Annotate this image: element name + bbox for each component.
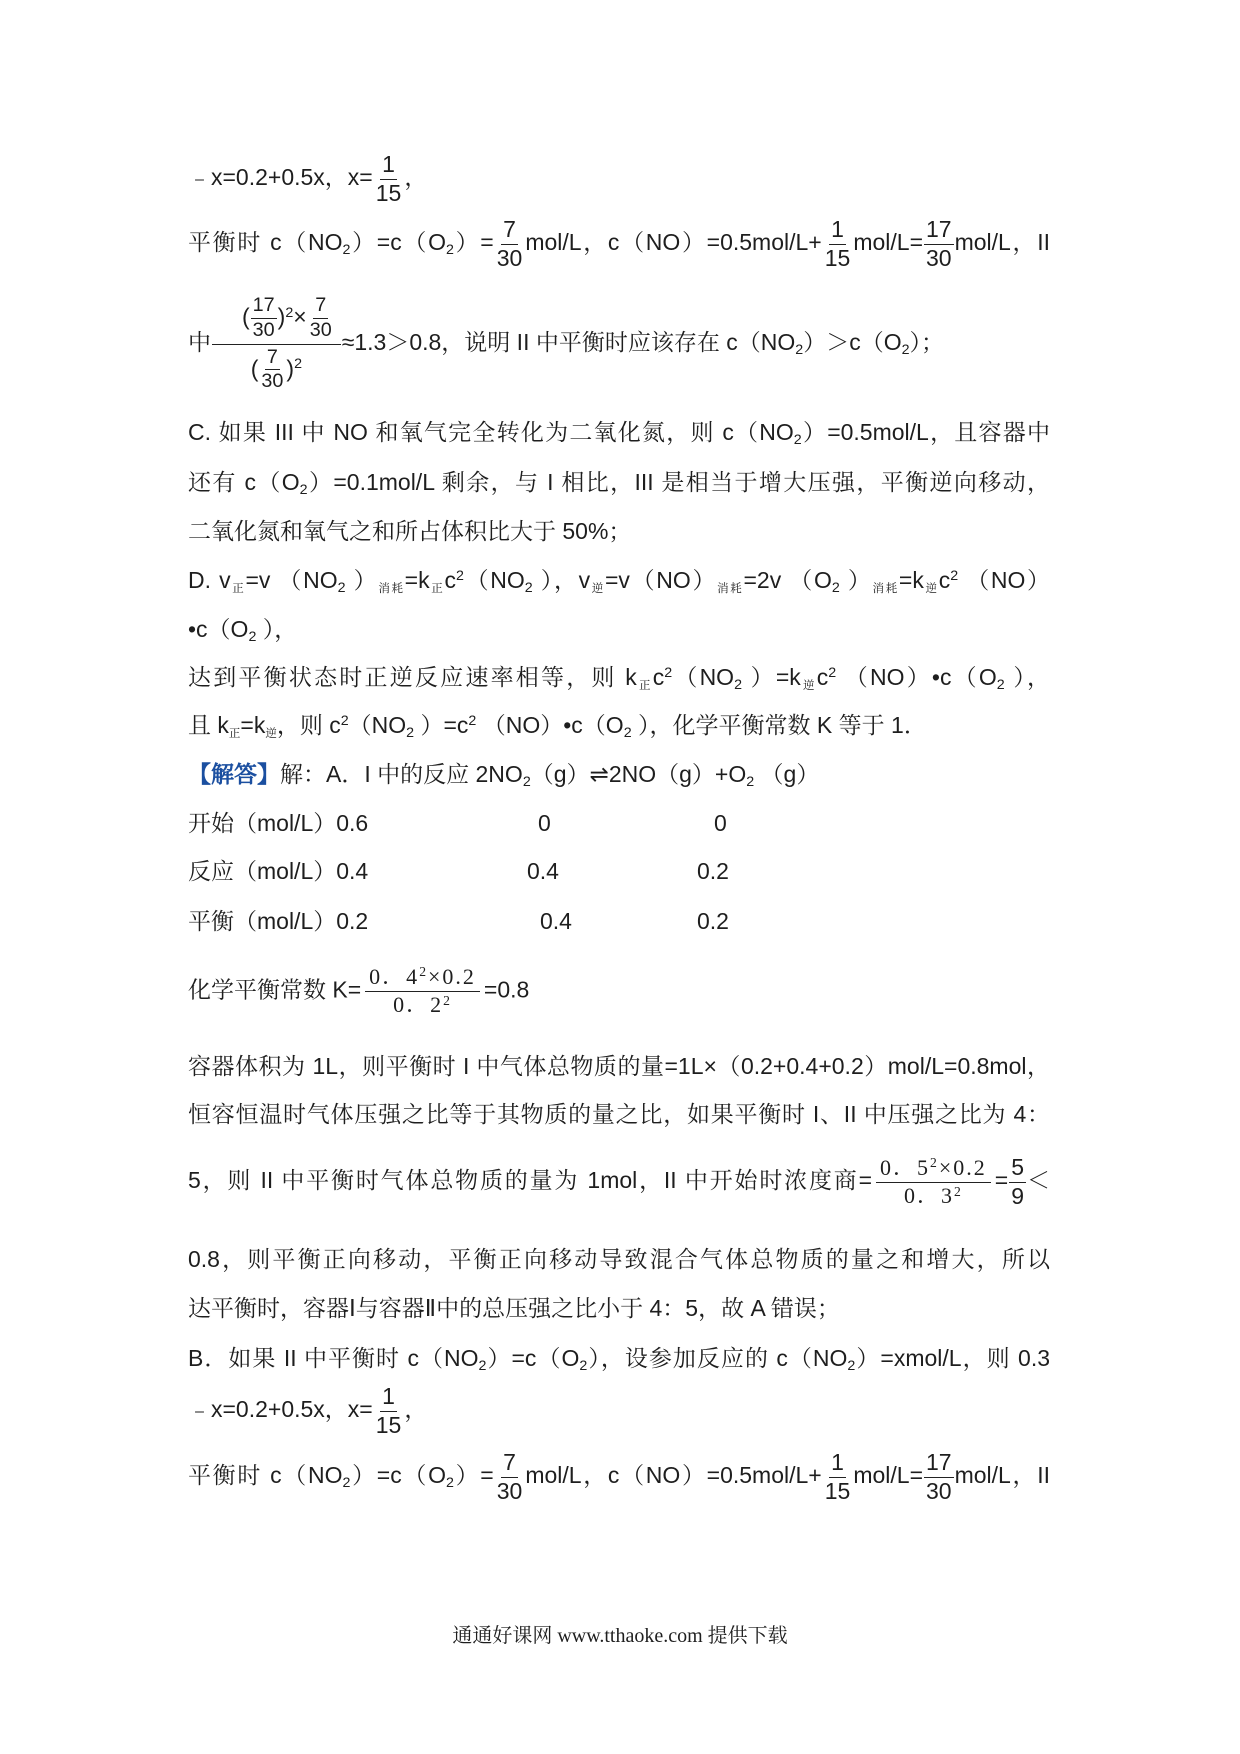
subscript: 2 [522,774,531,791]
superscript: 2 [950,568,959,585]
text-run: 0．3 [903,1183,954,1208]
text-run: •c（O [188,616,249,643]
fraction-denominator: 30 [496,1477,523,1504]
text-run: ），化学平衡常数 K 等于 1． [631,712,927,739]
text-run: × [293,303,307,330]
fraction-denominator: 30 [496,244,523,271]
text-run: （NO [348,712,407,739]
superscript: 2 [664,665,673,682]
text-run: 还有 c（O [188,469,300,496]
subscript: 2 [831,580,840,597]
fraction-denominator: 30 [252,318,275,341]
fraction-denominator: 15 [824,244,851,271]
text-run: ）= [453,1462,494,1489]
table-cell: 0.2 [697,908,729,935]
fraction [495,217,525,271]
text-run: =0.8 [483,976,530,1003]
answer-label: 【解答】 [188,761,280,788]
subscript: 2 [337,580,346,597]
fraction-numerator: 5 [1009,1155,1026,1182]
text-run: C. 如果 III 中 NO 和氧气完全转化为二氧化氮，则 c（NO [188,419,794,446]
superscript: 2 [455,568,464,585]
superscript: 2 [419,964,428,980]
text-run: mol/L，c（NO）=0.5mol/L+ [525,1462,822,1489]
fraction [251,295,277,342]
fraction-numerator: 1 [380,152,397,179]
fraction-denominator: 15 [375,179,402,206]
superscript: 2 [468,713,477,730]
text-run: =k [404,567,430,594]
text-run: =v （NO [245,567,338,594]
text-run: 容器体积为 1L，则平衡时 I 中气体总物质的量=1L×（0.2+0.4+0.2）mol/L=0.8mol， [188,1053,1050,1080]
text-run: c [652,664,665,691]
subscript: 逆 [800,680,817,693]
page-footer: 通通好课网 www.tthaoke.com 提供下载 [452,1625,788,1647]
text-line [188,1417,1050,1537]
subscript: 2 [478,1358,487,1375]
subscript: 2 [524,580,533,597]
text-run: =2v （O [743,567,832,594]
text-run: mol/L= [853,1462,924,1489]
text-run: mol/L= [853,229,924,256]
fraction [495,1450,525,1504]
subscript: 2 [996,677,1005,694]
text-run: ﹣x=0.2+0.5x，x= [188,164,373,191]
table-cell: 0.4 [527,858,559,885]
fraction-denominator: 15 [824,1477,851,1504]
text-run: ﹣x=0.2+0.5x，x= [188,1396,373,1423]
superscript: 2 [930,1155,939,1171]
subscript: 2 [248,629,257,646]
fraction-denominator: 30 [261,370,284,393]
text-run: ） [345,567,379,594]
subscript: 2 [901,342,910,359]
text-run: （NO）•c（O [836,664,997,691]
fraction-denominator: 30 [926,244,952,271]
text-run: ≈1.3＞0.8，说明 II 中平衡时应该存在 c（NO [341,329,796,356]
fraction-numerator [365,965,480,992]
fraction [924,1450,954,1504]
text-run: ）=k [742,664,801,691]
table-cell: 0 [538,810,551,837]
text-run: 且 k [188,712,229,739]
text-run: （NO [672,664,735,691]
text-run: （NO [463,567,525,594]
text-run: =k [240,712,266,739]
fraction-numerator: 1 [829,217,846,244]
subscript: 消耗 [872,583,899,596]
text-run: c [938,567,951,594]
text-run: ， [404,1396,428,1423]
text-run: 平衡（mol/L）0.2 [188,908,369,935]
fraction [924,217,954,271]
text-run: 0．4 [369,963,420,989]
text-run: ）=c（O [486,1345,580,1372]
text-run: ＜ [1027,1167,1050,1194]
subscript: 逆 [265,728,277,741]
text-run: 0．2 [393,992,444,1017]
subscript: 2 [579,1358,588,1375]
subscript: 2 [406,725,415,742]
text-run: （NO）•c（O [476,712,624,739]
text-run: 中 [188,329,211,356]
text-run: 反应（mol/L）0.4 [188,858,369,885]
fraction-denominator: 30 [309,318,332,341]
subscript: 2 [445,1475,454,1492]
text-run: 5，则 II 中平衡时气体总物质的量为 1mol，II 中开始时浓度商= [188,1167,873,1194]
fraction-numerator: 7 [501,217,518,244]
text-run: B．如果 II 中平衡时 c（NO [188,1345,479,1372]
text-run: （g）⇌2NO（g）+O [530,761,747,788]
fraction-numerator: 17 [251,295,277,319]
text-run: 恒容恒温时气体压强之比等于其物质的量之比，如果平衡时 I、II 中压强之比为 4： [188,1101,1050,1128]
text-run: 开始（mol/L）0.6 [188,810,369,837]
text-run: ）； [909,329,945,356]
text-run: ， [404,164,428,191]
fraction-numerator: 1 [829,1450,846,1477]
text-run: =k [898,567,924,594]
text-run: 达平衡时，容器Ⅰ与容器Ⅱ中的总压强之比小于 4：5，故 A 错误； [188,1295,840,1322]
text-run: 化学平衡常数 K= [188,976,362,1003]
text-run: ) [286,354,295,381]
subscript: 2 [793,432,802,449]
text-run: ( [250,354,259,381]
text-line-content [188,217,1050,271]
superscript: 2 [828,665,837,682]
fraction [308,295,334,342]
text-run: 解：A．I 中的反应 2NO [280,761,523,788]
text-run: ）=0.5mol/L，且容器中 [801,419,1050,446]
text-run: c [816,664,829,691]
text-run: ) [277,303,286,330]
fraction-numerator: 1 [380,1384,397,1411]
fraction-numerator [876,1156,991,1183]
fraction-numerator: 7 [501,1450,518,1477]
superscript: 2 [953,1183,963,1199]
table-cell: 0.4 [540,908,572,935]
superscript: 2 [340,713,349,730]
fraction-denominator: 15 [375,1411,402,1438]
superscript: 2 [285,304,294,321]
text-run: ）= [453,229,494,256]
fraction-denominator: 9 [1011,1182,1024,1209]
text-run: （g） [754,761,820,788]
subscript: 2 [445,242,454,259]
text-run: mol/L，II [954,1462,1050,1489]
fraction-numerator: 17 [924,1450,954,1477]
text-run: ）＞c（O [803,329,902,356]
fraction-numerator: 7 [265,347,280,371]
text-run: 0.8，则平衡正向移动，平衡正向移动导致混合气体总物质的量之和增大，所以 [188,1246,1050,1273]
subscript: 2 [342,242,351,259]
text-run: ），设参加反应的 c（NO [587,1345,848,1372]
subscript: 2 [299,482,308,499]
subscript: 正 [230,583,246,596]
text-line-content [188,1450,1050,1504]
fraction-numerator: 17 [924,217,954,244]
subscript: 正 [636,680,653,693]
text-run: mol/L，II [954,229,1050,256]
superscript: 2 [294,356,302,372]
text-run: ）=c（O [350,1462,446,1489]
subscript: 正 [429,583,445,596]
fraction-denominator: 30 [926,1477,952,1504]
subscript: 2 [847,1358,856,1375]
text-run: mol/L，c（NO）=0.5mol/L+ [525,229,822,256]
text-run: 达到平衡状态时正逆反应速率相等，则 k [188,664,637,691]
fraction-numerator [212,295,341,345]
superscript: 2 [443,992,452,1008]
text-run: c [444,567,456,594]
text-run: 平衡时 c（NO [188,229,343,256]
text-run: ，则 c [276,712,341,739]
text-run: ）， [256,616,298,643]
subscript: 2 [795,342,804,359]
subscript: 逆 [590,583,605,596]
text-run: ）=0.1mol/L 剩余，与 I 相比，III 是相当于增大压强，平衡逆向移动， [307,469,1050,496]
text-run: ( [242,303,250,330]
subscript: 逆 [923,583,939,596]
text-run: =v（NO） [604,567,718,594]
text-run: 二氧化氮和氧气之和所占体积比大于 50%； [188,518,632,545]
subscript: 2 [623,725,632,742]
subscript: 正 [228,728,241,741]
text-run: ）=xmol/L，则 0.3 [855,1345,1051,1372]
fraction [823,1450,853,1504]
text-run: ） [839,567,873,594]
text-run: ），v [532,567,591,594]
text-run: ×0.2 [938,1154,987,1180]
subscript: 消耗 [378,583,405,596]
text-run: ）， [1004,664,1051,691]
subscript: 2 [342,1475,351,1492]
text-run: 平衡时 c（NO [188,1462,343,1489]
subscript: 2 [746,774,755,791]
text-run: = [994,1167,1009,1194]
text-run: （NO） [958,567,1051,594]
text-run: D. v [188,567,231,594]
fraction-numerator: 7 [313,295,328,319]
text-run: 0．5 [880,1154,931,1180]
text-run: ）=c（O [350,229,446,256]
fraction [823,217,853,271]
subscript: 消耗 [717,583,744,596]
table-cell: 0.2 [697,858,729,885]
subscript: 2 [734,677,743,694]
table-cell: 0 [714,810,727,837]
text-run: ×0.2 [428,963,476,989]
text-run: ）=c [414,712,469,739]
